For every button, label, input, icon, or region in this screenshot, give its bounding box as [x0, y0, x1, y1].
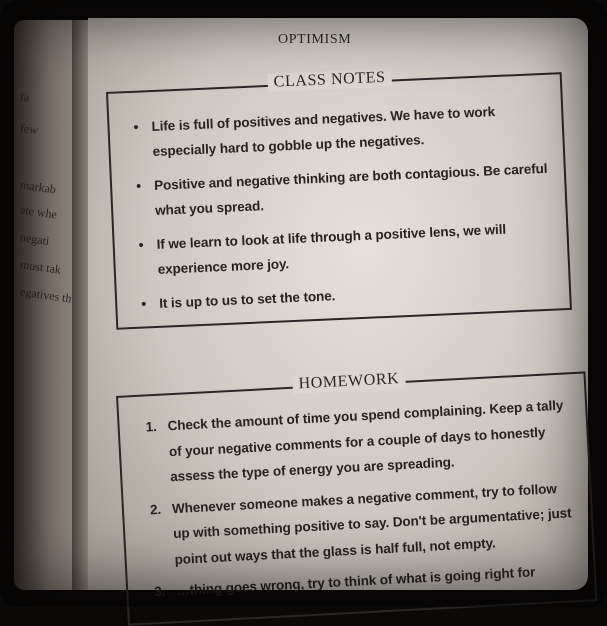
- item-number: 3.: [153, 583, 166, 600]
- class-notes-list: [108, 74, 569, 318]
- list-item: [141, 274, 556, 317]
- item-number: 2.: [149, 501, 162, 517]
- note-text: Positive and negative thinking are both contagious. Be careful what you spread.: [153, 160, 548, 218]
- item-number: 1.: [145, 418, 158, 435]
- left-page: [14, 20, 78, 590]
- bullet-icon: •: [135, 177, 142, 194]
- bullet-icon: •: [133, 118, 139, 135]
- homework-list: [118, 374, 594, 607]
- note-text: If we learn to look at life through a positive lens, we will experience more joy.: [156, 221, 507, 277]
- running-head: OPTIMISM: [278, 32, 352, 47]
- left-page-fragment: ate whe: [19, 202, 58, 222]
- left-page-fragment: few: [19, 120, 39, 138]
- list-item: [133, 97, 549, 165]
- book-page: [88, 18, 588, 600]
- bullet-icon: •: [140, 295, 147, 312]
- note-text: Life is full of positives and negatives. We have to work especially hard to gobble up the negatives.: [151, 104, 496, 160]
- homework-box: [116, 371, 597, 625]
- bullet-icon: •: [138, 236, 144, 253]
- left-page-fragment: markab: [19, 177, 57, 197]
- homework-text: …thing goes wrong, try to think of what is going right for: [175, 564, 536, 599]
- list-item: [136, 156, 552, 224]
- left-page-fragment: negati: [19, 230, 51, 248]
- class-notes-title: CLASS NOTES: [267, 69, 392, 92]
- homework-text: Check the amount of time you spend complaining. Keep a tally of your negative comments for a couple of days to honestly assess the type of energy you are spreading.: [167, 397, 564, 485]
- list-item: [138, 215, 554, 283]
- homework-text: Whenever someone makes a negative comment, try to follow up with something positive to say. Don't be argumentative; just point out ways that the glass is half full, not empty.: [171, 480, 572, 567]
- homework-title: HOMEWORK: [292, 370, 406, 394]
- left-page-fragment: must tak: [19, 257, 62, 277]
- class-notes-box: [106, 68, 572, 330]
- left-page-fragment: egatives th: [19, 284, 73, 306]
- note-text: It is up to us to set the tone.: [158, 288, 336, 311]
- left-page-fragment: fa: [19, 89, 31, 105]
- list-item: [149, 475, 578, 574]
- list-item: [145, 392, 574, 491]
